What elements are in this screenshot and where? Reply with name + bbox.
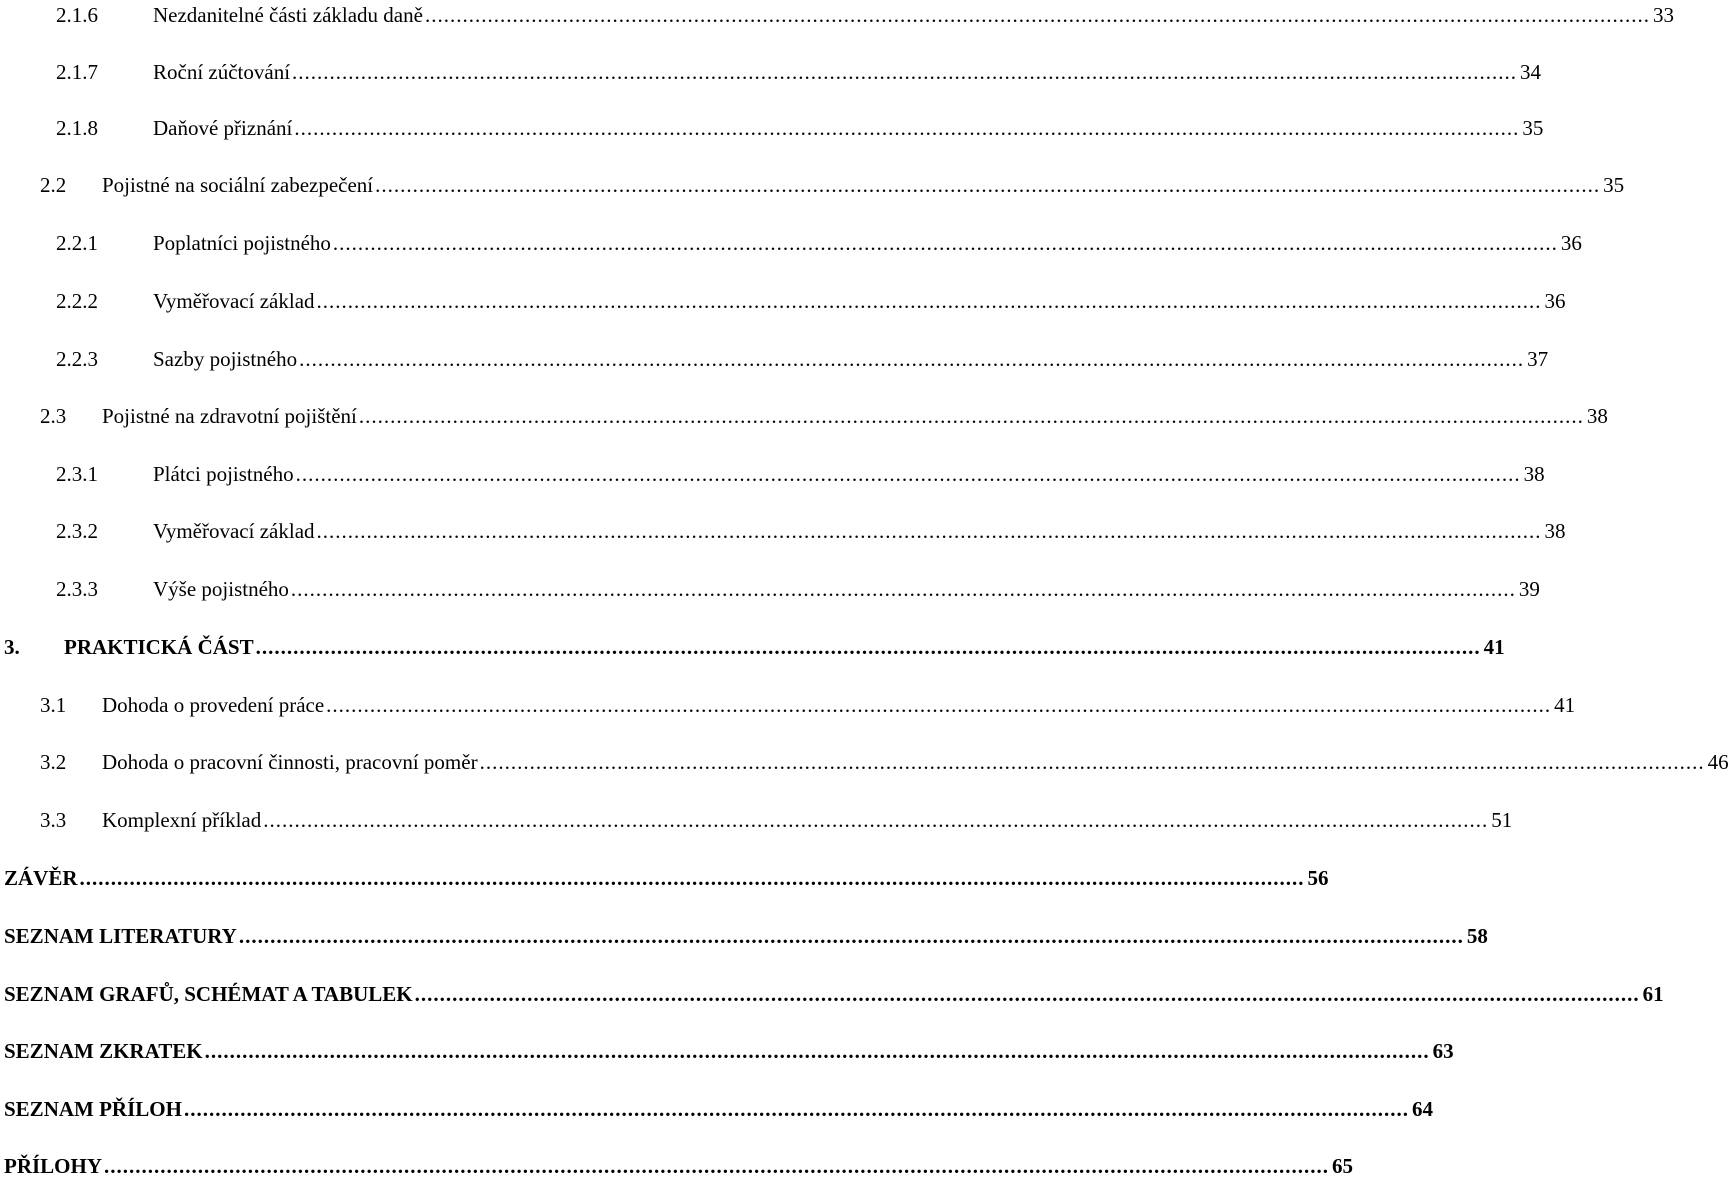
toc-dot-leader: .................................................................................................................................................................................................... xyxy=(358,404,1584,428)
toc-entry[interactable] xyxy=(4,863,1329,893)
toc-entry-number: 3. xyxy=(4,635,20,659)
toc-entry-number: 2.1.6 xyxy=(56,3,98,27)
toc-entry-page: 41 xyxy=(1554,693,1576,717)
toc-entry[interactable] xyxy=(56,0,1674,30)
toc-dot-leader: .................................................................................................................................................................................................... xyxy=(263,808,1489,832)
toc-entry[interactable] xyxy=(40,747,1729,777)
toc-entry[interactable] xyxy=(56,57,1542,87)
toc-dot-leader: .................................................................................................................................................................................................... xyxy=(290,577,1516,601)
toc-dot-leader: .................................................................................................................................................................................................... xyxy=(79,866,1305,890)
toc-entry-page: 36 xyxy=(1560,231,1582,255)
toc-entry[interactable] xyxy=(4,979,1664,1009)
toc-entry[interactable] xyxy=(4,632,1505,662)
toc-entry-title: Pojistné na zdravotní pojištění xyxy=(102,404,357,428)
toc-entry[interactable] xyxy=(56,459,1545,489)
toc-entry-title: SEZNAM ZKRATEK xyxy=(4,1039,203,1063)
toc-entry-page: 41 xyxy=(1483,635,1505,659)
toc-entry-page: 51 xyxy=(1491,808,1513,832)
toc-entry-title: ZÁVĚR xyxy=(4,866,78,890)
toc-entry[interactable] xyxy=(56,516,1566,546)
toc-entry[interactable] xyxy=(56,113,1544,143)
toc-dot-leader: .................................................................................................................................................................................................... xyxy=(183,1097,1409,1121)
toc-entry-page: 33 xyxy=(1652,3,1674,27)
toc-entry[interactable] xyxy=(4,1036,1454,1066)
toc-dot-leader: .................................................................................................................................................................................................... xyxy=(375,173,1601,197)
toc-dot-leader: .................................................................................................................................................................................................... xyxy=(414,982,1640,1006)
toc-entry-page: 58 xyxy=(1466,924,1488,948)
toc-dot-leader: .................................................................................................................................................................................................... xyxy=(299,347,1525,371)
toc-entry-title: Komplexní příklad xyxy=(102,808,262,832)
toc-entry-page: 38 xyxy=(1586,404,1608,428)
toc-entry-page: 38 xyxy=(1523,462,1545,486)
toc-entry-number: 2.3.1 xyxy=(56,462,98,486)
toc-entry[interactable] xyxy=(40,401,1608,431)
toc-entry[interactable] xyxy=(4,921,1488,951)
toc-entry-title: Nezdanitelné části základu daně xyxy=(153,3,423,27)
toc-entry-title: Daňové přiznání xyxy=(153,116,293,140)
toc-entry-title: PŘÍLOHY xyxy=(4,1154,103,1178)
toc-entry[interactable] xyxy=(56,344,1549,374)
toc-dot-leader: .................................................................................................................................................................................................... xyxy=(479,750,1705,774)
toc-dot-leader: .................................................................................................................................................................................................... xyxy=(104,1154,1330,1178)
toc-entry-title: Dohoda o provedení práce xyxy=(102,693,325,717)
toc-entry-title: Vyměřovací základ xyxy=(153,289,315,313)
toc-entry[interactable] xyxy=(40,170,1625,200)
toc-entry-page: 35 xyxy=(1603,173,1625,197)
toc-entry-number: 2.1.8 xyxy=(56,116,98,140)
toc-entry-page: 39 xyxy=(1518,577,1540,601)
toc-entry-number: 2.3 xyxy=(40,404,67,428)
toc-dot-leader: .................................................................................................................................................................................................... xyxy=(255,635,1481,659)
toc-dot-leader: .................................................................................................................................................................................................... xyxy=(204,1039,1430,1063)
toc-entry[interactable] xyxy=(56,574,1540,604)
toc-entry-number: 2.2.3 xyxy=(56,347,98,371)
toc-entry-page: 61 xyxy=(1642,982,1664,1006)
toc-entry-title: SEZNAM LITERATURY xyxy=(4,924,237,948)
toc-entry-title: SEZNAM PŘÍLOH xyxy=(4,1097,182,1121)
toc-entry-number: 2.2 xyxy=(40,173,67,197)
toc-entry-title: Pojistné na sociální zabezpečení xyxy=(102,173,374,197)
toc-entry-number: 2.3.3 xyxy=(56,577,98,601)
toc-entry-title: Roční zúčtování xyxy=(153,60,291,84)
toc-entry[interactable] xyxy=(40,690,1576,720)
toc-entry-page: 63 xyxy=(1432,1039,1454,1063)
toc-entry[interactable] xyxy=(4,1151,1354,1181)
toc-entry-number: 2.1.7 xyxy=(56,60,98,84)
toc-entry-title: Vyměřovací základ xyxy=(153,519,315,543)
toc-entry-number: 2.2.1 xyxy=(56,231,98,255)
toc-entry-page: 56 xyxy=(1307,866,1329,890)
toc-entry-page: 36 xyxy=(1544,289,1566,313)
toc-entry-page: 64 xyxy=(1411,1097,1433,1121)
toc-entry-page: 38 xyxy=(1544,519,1566,543)
toc-entry-title: SEZNAM GRAFŮ, SCHÉMAT A TABULEK xyxy=(4,982,413,1006)
toc-entry-number: 3.2 xyxy=(40,750,67,774)
toc-entry[interactable] xyxy=(40,805,1513,835)
toc-dot-leader: .................................................................................................................................................................................................... xyxy=(295,462,1521,486)
toc-dot-leader: .................................................................................................................................................................................................... xyxy=(292,60,1518,84)
toc-entry-page: 46 xyxy=(1707,750,1729,774)
toc-dot-leader: .................................................................................................................................................................................................... xyxy=(316,519,1542,543)
toc-dot-leader: .................................................................................................................................................................................................... xyxy=(316,289,1542,313)
toc-entry-title: PRAKTICKÁ ČÁST xyxy=(64,635,254,659)
toc-entry-title: Výše pojistného xyxy=(153,577,289,601)
toc-entry[interactable] xyxy=(56,286,1566,316)
toc-entry-page: 34 xyxy=(1520,60,1542,84)
toc-entry-page: 37 xyxy=(1527,347,1549,371)
toc-entry-page: 35 xyxy=(1522,116,1544,140)
toc-entry-number: 3.3 xyxy=(40,808,67,832)
toc-dot-leader: .................................................................................................................................................................................................... xyxy=(326,693,1552,717)
toc-entry-title: Poplatníci pojistného xyxy=(153,231,331,255)
toc-entry[interactable] xyxy=(4,1094,1433,1124)
toc-entry-title: Dohoda o pracovní činnosti, pracovní poměr xyxy=(102,750,478,774)
toc-entry-title: Plátci pojistného xyxy=(153,462,294,486)
toc-entry-title: Sazby pojistného xyxy=(153,347,298,371)
toc-dot-leader: .................................................................................................................................................................................................... xyxy=(424,3,1650,27)
toc-entry-page: 65 xyxy=(1332,1154,1354,1178)
toc-entry-number: 2.3.2 xyxy=(56,519,98,543)
toc-dot-leader: .................................................................................................................................................................................................... xyxy=(332,231,1558,255)
toc-entry-number: 2.2.2 xyxy=(56,289,98,313)
toc-entry[interactable] xyxy=(56,228,1582,258)
toc-dot-leader: .................................................................................................................................................................................................... xyxy=(238,924,1464,948)
toc-dot-leader: .................................................................................................................................................................................................... xyxy=(294,116,1520,140)
toc-entry-number: 3.1 xyxy=(40,693,67,717)
